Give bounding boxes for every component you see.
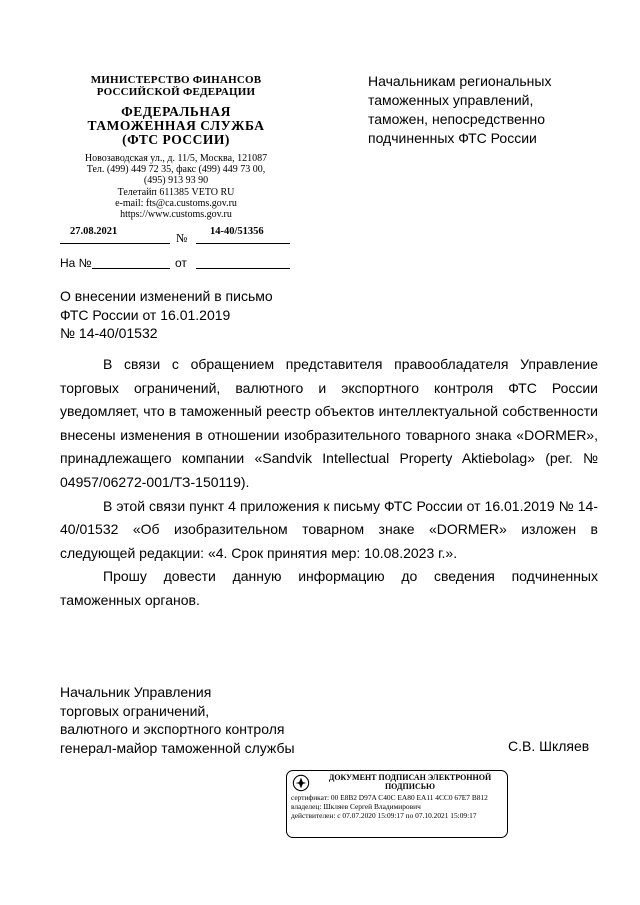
ministry-line: МИНИСТЕРСТВО ФИНАНСОВ: [90, 74, 262, 86]
signatory-title-line: торговых ограничений,: [60, 702, 210, 719]
stamp-title: ДОКУМЕНТ ПОДПИСАН ЭЛЕКТРОННОЙ ПОДПИСЬЮ: [328, 773, 492, 791]
stamp-validity: действителен: с 07.07.2020 15:09:17 по 07.10.2021 15:09:17: [291, 811, 477, 821]
body-paragraph: В связи с обращением представителя правообладателя Управление торговых ограничений, валютного и экспортного контроля ФТС России уведомляет, что в таможенный реестр объектов интеллектуальной собственности внесены изменения в отношении изобразительного товарного знака «DORMER», принадлежащего компании «Sandvik Intellectual Property Aktiebolag» (рег. № 04957/06272-001/ТЗ-150119).: [60, 356, 598, 490]
reference-number-label: На №: [60, 256, 92, 270]
subject-line: О внесении изменений в письмо: [60, 288, 273, 304]
e-signature-stamp: [286, 770, 508, 838]
address-line: Новозаводская ул., д. 11/5, Москва, 121087: [84, 153, 268, 164]
phone-line-2: (495) 913 93 90: [143, 175, 209, 187]
signatory-title-line: Начальник Управления: [60, 684, 212, 700]
letter-body: [60, 353, 598, 613]
reference-date-label: от: [175, 256, 187, 270]
body-paragraph: В этой связи пункт 4 приложения к письму ФТС России от 16.01.2019 № 14-40/01532 «Об изобразительном товарном знаке «DORMER» изложен в следующей редакции: «4. Срок принятия мер: 10.08.2023 г.».: [60, 497, 598, 561]
document-number: 14-40/51356: [210, 226, 264, 237]
reference-number-underline: [92, 268, 170, 269]
subject-line: № 14-40/01532: [60, 325, 158, 341]
signatory-title-line: генерал-майор таможенной службы: [60, 739, 295, 756]
addressee: Начальникам региональных таможенных управлений, таможен, непосредственно подчиненных ФТС России: [368, 73, 552, 146]
number-sign: №: [176, 231, 188, 245]
subject: [60, 287, 300, 343]
reference-date-underline: [196, 268, 290, 269]
subject-line: ФТС России от 16.01.2019: [60, 306, 231, 323]
service-line: (ФТС РОССИИ): [122, 132, 230, 147]
service-line: ФЕДЕРАЛЬНАЯ: [121, 104, 231, 119]
signatory-title: [60, 683, 360, 757]
service-line: ТАМОЖЕННАЯ СЛУЖБА: [87, 118, 265, 133]
emblem-icon: [292, 774, 310, 792]
ministry-name: [60, 74, 292, 98]
email-line: e-mail: fts@ca.customs.gov.ru: [115, 197, 237, 209]
signatory-title-line: валютного и экспортного контроля: [60, 721, 285, 737]
website-line: https://www.customs.gov.ru: [120, 209, 232, 221]
stamp-details: [291, 793, 503, 821]
number-underline: [196, 243, 290, 244]
stamp-certificate: сертификат: 00 E8B2 D97A C40C EA80 EA11 4CC0 67E7 B812: [291, 793, 488, 802]
contact-info: [60, 153, 292, 220]
service-name: [60, 105, 292, 147]
ministry-line: РОССИЙСКОЙ ФЕДЕРАЦИИ: [96, 86, 256, 98]
stamp-owner: владелец: Шкляев Сергей Владимирович: [291, 802, 421, 812]
phone-line: Тел. (499) 449 72 35, факс (499) 449 73 00,: [86, 164, 266, 176]
document-date: 27.08.2021: [70, 226, 118, 237]
teletype-line: Телетайп 611385 VETO RU: [117, 186, 235, 198]
body-paragraph: Прошу довести данную информацию до сведения подчиненных таможенных органов.: [60, 568, 598, 608]
date-underline: [60, 243, 170, 244]
signatory-name: С.В. Шкляев: [508, 738, 590, 754]
